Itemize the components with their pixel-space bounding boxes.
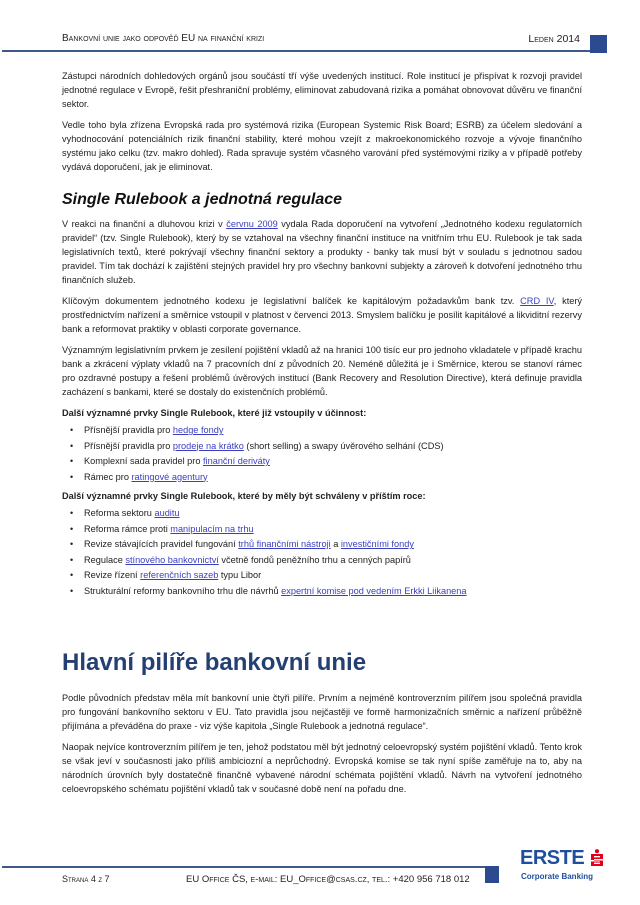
page-number: Strana 4 z 7 [62,874,110,884]
list2-heading: Další významné prvky Single Rulebook, které by měly být schváleny v příštím roce: [62,491,426,501]
list-in-force [62,423,582,485]
list-item [84,522,582,538]
link-expertni-komise[interactable]: expertní komise pod vedením Erkki Liikanena [281,585,467,596]
text: Revize řízení [84,570,141,580]
text: (short selling) a swapy úvěrového selhání (CDS) [243,440,444,451]
text: Rámec pro [84,471,132,482]
intro-paragraph-1: Zástupci národních dohledových orgánů jsou součástí tří výše uvedených institucí. Role institucí je přispívat k rozvoji pravidel jednotné regulace v Evropě, řešit přeshraniční problémy, eliminovat zabudovaná rizika a pomáhat obnovovat důvěru ve finanční sektor. [62,71,582,109]
text: Regulace [84,554,126,565]
link-stinoveho-bankovnictvi[interactable]: stínového bankovnictví [125,554,219,565]
list-item [84,537,582,553]
text: Revize stávajících pravidel fungování [84,539,239,549]
link-auditu[interactable]: auditu [154,508,180,518]
link-ratingove-agentury[interactable]: ratingové agentury [131,471,208,482]
list-item [84,470,582,486]
text: Strukturální reformy bankovního trhu dle návrhů [84,585,282,596]
text: , který prostřednictvím nařízení a směrnice vstoupil v platnost v červenci 2013. Smyslem balíčku je posílit kapitálové a likviditní rezervy bank a reformovat praktiky v oblasti corporate governance. [62,296,583,334]
list1-heading: Další významné prvky Single Rulebook, které již vstoupily v účinnost: [62,408,367,418]
link-investicnimi-fondy[interactable]: investičními fondy [340,539,414,549]
text: Reforma sektoru [84,508,155,518]
header-accent-square [590,35,607,53]
text: vydala Rada doporučení na vytvoření „Jednotného kodexu regulatorních pravidel“ (tzv. Single Rulebook), který by se vztahoval na všechny finanční instituce na vnitřním trhu EU. Rulebook je tak sada legislativních textů, které pokrývají všechny finanční sektory a produkty - banky tak musí být v souladu s jednotnou sadou pravidel. Tím tak dochází k zajištění stejných pravidel hry pro všechny bankovní subjekty a zároveň k dotvoření jednotného trhu finančních služeb. [62,219,583,285]
text: včetně fondů peněžního trhu a cenných papírů [218,554,411,565]
text: Přísnější pravidla pro [84,425,173,435]
logo-wordmark: ERSTE [520,847,585,869]
text: typu Libor [218,570,262,580]
text: a [330,539,341,549]
header-rule [2,50,592,52]
footer-contact: EU Office ČS, e-mail: EU_Office@csas.cz, tel.: +420 956 718 012 [186,874,470,885]
rulebook-paragraph-1 [62,217,582,287]
pillars-paragraph-2: Naopak nejvíce kontroverzním pilířem je ten, jehož podstatou měl být jednotný celoevropský systém pojištění vkladů. Tento krok se však jeví v současnosti jako příliš ambiciozní a neprůchodný. Evropská komise se tak nyní spíše zaměřuje na to, aby na národních úrovních byly dostatečně finančně vybavené národní schémata pojištění vkladů. Návrh na vytvoření jednotného celoevropského schématu pojištění vkladů tak v současné době není na pořadu dne. [62,742,582,794]
text: Komplexní sada pravidel pro [84,456,203,466]
link-hedge-fondy[interactable]: hedge fondy [172,425,224,435]
link-trhu-financnimi-nastroji[interactable]: trhů finančními nástroji [238,539,331,549]
section-heading-single-rulebook: Single Rulebook a jednotná regulace [62,191,343,208]
list-item [84,506,582,522]
link-prodeje-na-kratko[interactable]: prodeje na krátko [172,440,244,451]
list-item [84,423,582,439]
link-manipulacim-na-trhu[interactable]: manipulacím na trhu [170,523,254,534]
text: Přísnější pravidla pro [84,440,173,451]
list-item [84,553,582,569]
list-item [84,439,582,455]
text: Reforma rámce proti [84,523,171,534]
footer-rule [2,866,497,868]
link-crd-iv[interactable]: CRD IV [520,296,554,306]
list-item [84,454,582,470]
header-title: Bankovní unie jako odpověď EU na finanční krizi [62,33,265,44]
rulebook-paragraph-2 [62,294,582,336]
footer-accent-square [485,866,499,883]
section-heading-pillars: Hlavní pilíře bankovní unie [62,649,367,676]
pillars-paragraph-1: Podle původních představ měla mít bankovní unie čtyři pilíře. Prvním a nejméně kontroverzním pilířem jsou společná pravidla pro fungování bankovního sektoru v EU. Tato pravidla jsou nejčastěji ve formě harmonizačních směrnic a nařízení průběžně přijímána a převáděna do praxe - viz výše kapitola „Single Rulebook a jednotná regulace“. [62,693,582,731]
intro-paragraph-2: Vedle toho byla zřízena Evropská rada pro systémová rizika (European Systemic Risk Board; ESRB) za účelem sledování a vyhodnocování potenciálních rizik finanční stability, které mohou vzejít z makroekonomického rozvoje a vývoje finančního systému jako celku (tzv. makro dohled). Rada spravuje systém včasného varování před systémovými riziky a v případě potřeby vydává doporučení, jak je eliminovat. [62,120,582,172]
list-item [84,584,582,600]
list-item [84,568,582,584]
erste-logo [520,847,616,887]
header-date: Leden 2014 [528,33,580,45]
rulebook-paragraph-3: Významným legislativním prvkem je zesílení pojištění vkladů až na hranici 100 tisíc eur pro jednoho vkladatele v případě krachu bank a zkrácení výplaty vkladů na 7 pracovních dní z původních 20. Neméně důležitá je i Směrnice, kterou se stanoví rámec pro ozdravné postupy a řešení problémů úvěrových institucí (Bank Recovery and Resolution Directive), která definuje pravidla zacházení s bankami, které se dostaly do existenčních problémů. [62,345,582,397]
sparkasse-s-icon [590,849,604,867]
text: V reakci na finanční a dluhovou krizi v [62,219,227,229]
logo-tagline: Corporate Banking [521,872,594,881]
link-financni-derivaty[interactable]: finanční deriváty [203,456,270,466]
list-upcoming [62,506,582,599]
text: Klíčovým dokumentem jednotného kodexu je legislativní balíček ke kapitálovým požadavkům bank tzv. [62,296,521,306]
link-cervnu-2009[interactable]: červnu 2009 [226,219,278,229]
link-referencnich-sazeb[interactable]: referenčních sazeb [140,570,219,580]
document-body [62,69,582,803]
